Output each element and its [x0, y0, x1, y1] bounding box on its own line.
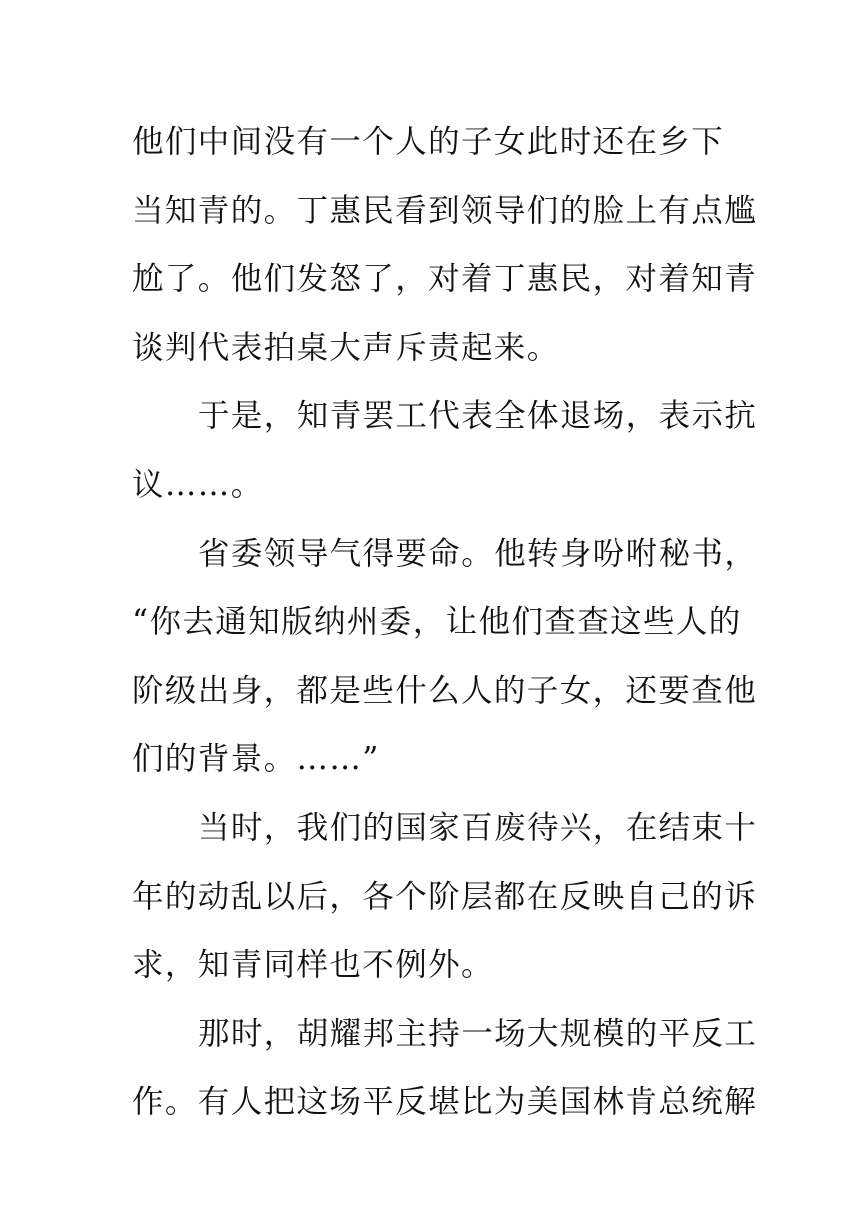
text-line: “你去通知版纳州委，让他们查查这些人的 [132, 604, 742, 641]
text-line: 当知青的。丁惠民看到领导们的脸上有点尴 [132, 192, 758, 229]
text-line: 作。有人把这场平反堪比为美国林肯总统解 [132, 1084, 758, 1121]
text-line: 年的动乱以后，各个阶层都在反映自己的诉 [132, 878, 758, 915]
paragraph-first-line: 当时，我们的国家百废待兴，在结束十 [198, 809, 758, 846]
text-line: 求，知青同样也不例外。 [132, 947, 494, 984]
text-line: 谈判代表拍桌大声斥责起来。 [132, 329, 560, 366]
text-line: 他们中间没有一个人的子女此时还在乡下 [132, 124, 725, 160]
text-line: 阶级出身，都是些什么人的子女，还要查他 [132, 672, 758, 709]
text-line: 们的背景。……” [132, 741, 380, 778]
paragraph-first-line: 那时，胡耀邦主持一场大规模的平反工 [198, 1015, 758, 1052]
paragraph-first-line: 省委领导气得要命。他转身吩咐秘书， [198, 535, 758, 572]
paragraph-first-line: 于是，知青罢工代表全体退场，表示抗 [198, 398, 758, 435]
document-page [132, 108, 758, 1137]
text-line: 尬了。他们发怒了，对着丁惠民，对着知青 [132, 261, 758, 298]
text-line: 议……。 [132, 466, 264, 503]
